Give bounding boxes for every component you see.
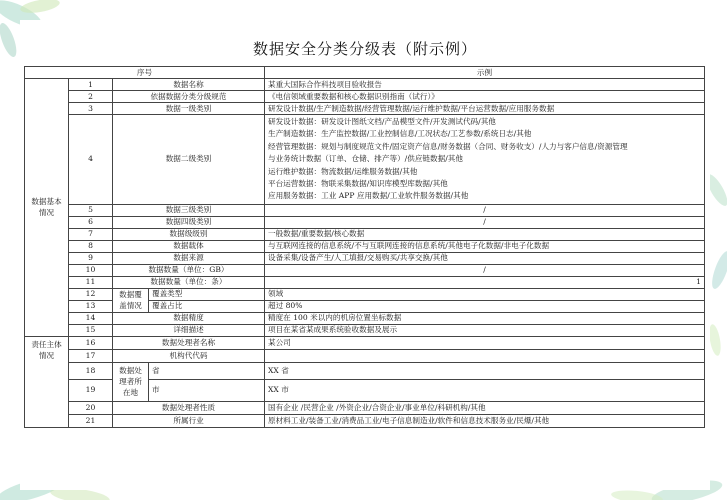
row-field: 数据精度 [113, 312, 265, 324]
row-field: 数据处理者性质 [113, 401, 265, 414]
row-number: 18 [69, 362, 113, 379]
row-number: 20 [69, 401, 113, 414]
row-value: / [265, 204, 705, 216]
table-row [25, 252, 705, 264]
document-page [20, 20, 710, 490]
secondary-category-line: 研发设计数据：研发设计图纸文档/产品模型文件/开发测试代码/其他 [268, 117, 496, 126]
row-number: 16 [69, 336, 113, 349]
row-value: 某重大国际合作科技项目验收报告 [265, 79, 705, 91]
row-value: / [265, 216, 705, 228]
table-row [25, 115, 705, 205]
table-header-row [25, 67, 705, 79]
row-value: 国有企业 /民营企业 /外资企业/合资企业/事业单位/科研机构/其他 [265, 401, 705, 414]
row-value: 与互联网连接的信息系统/不与互联网连接的信息系统/其他电子化数据/非电子化数据 [265, 240, 705, 252]
row-number: 4 [69, 115, 113, 205]
row-field: 数据级级别 [113, 228, 265, 240]
row-field: 依据数据分类分级规范 [113, 91, 265, 103]
row-number: 15 [69, 324, 113, 336]
row-field: 市 [149, 379, 265, 401]
group-subject-info: 责任主体情况 [25, 336, 69, 427]
table-row [25, 312, 705, 324]
table-row [25, 204, 705, 216]
subgroup-location: 数据处理者所在地 [113, 362, 149, 401]
secondary-category-line: 与业务统计数据（订单、仓储、排产等）/供应链数据/其他 [268, 154, 463, 164]
row-field: 数据四级类别 [113, 216, 265, 228]
table-row [25, 362, 705, 379]
row-value: 精度在 100 米以内的机房位置坐标数据 [265, 312, 705, 324]
row-value: XX 市 [265, 379, 705, 401]
row-value: 设备采集/设备产生/人工填报/交易购买/共享交换/其他 [265, 252, 705, 264]
row-field: 省 [149, 362, 265, 379]
row-field: 所属行业 [113, 414, 265, 427]
table-row [25, 288, 705, 300]
secondary-category-line: 生产制造数据：生产监控数据/工业控制信息/工况状态/工艺参数/系统日志/其他 [268, 129, 532, 139]
table-row [25, 336, 705, 349]
subgroup-coverage: 数据覆盖情况 [113, 288, 149, 312]
secondary-category-line: 平台运营数据：物联采集数据/知识库模型库数据/其他 [268, 179, 448, 189]
table-row [25, 240, 705, 252]
row-value-lines [265, 115, 705, 205]
row-field: 数据来源 [113, 252, 265, 264]
row-number: 19 [69, 379, 113, 401]
row-value: / [265, 264, 705, 276]
group-basic-info: 数据基本情况 [25, 79, 69, 337]
row-number: 5 [69, 204, 113, 216]
row-value: 1 [265, 276, 705, 288]
row-number: 8 [69, 240, 113, 252]
row-field: 数据三级类别 [113, 204, 265, 216]
row-value: 一般数据/重要数据/核心数据 [265, 228, 705, 240]
table-row [25, 264, 705, 276]
row-number: 7 [69, 228, 113, 240]
document-title: 数据安全分类分级表（附示例） [252, 40, 477, 58]
row-value: 领域 [265, 288, 705, 300]
table-row [25, 79, 705, 91]
row-number: 9 [69, 252, 113, 264]
header-seq: 序号 [25, 67, 265, 79]
table-row [25, 103, 705, 115]
row-field: 机构代代码 [113, 349, 265, 362]
table-row [25, 276, 705, 288]
table-row [25, 216, 705, 228]
row-field: 数据数量（单位：GB） [113, 264, 265, 276]
row-value: 《电信领域重要数据和核心数据识别指南（试行）》 [265, 91, 705, 103]
classification-table [24, 66, 705, 428]
table-row [25, 401, 705, 414]
row-value: 研发设计数据/生产制造数据/经营管理数据/运行维护数据/平台运营数据/应用服务数据 [265, 103, 705, 115]
row-field: 覆盖类型 [149, 288, 265, 300]
row-field: 数据名称 [113, 79, 265, 91]
row-value: 超过 80% [265, 300, 705, 312]
table-row [25, 324, 705, 336]
row-value: 项目在某省某成果系统验收数据及展示 [265, 324, 705, 336]
secondary-category-line: 应用服务数据：工业 APP 应用数据/工业软件服务数据/其他 [268, 191, 469, 201]
row-field: 详细描述 [113, 324, 265, 336]
row-field: 数据一级类别 [113, 103, 265, 115]
row-number: 1 [69, 79, 113, 91]
row-field: 覆盖占比 [149, 300, 265, 312]
secondary-category-line: 运行维护数据：物流数据/运维服务数据/其他 [268, 166, 418, 176]
row-number: 14 [69, 312, 113, 324]
row-number: 3 [69, 103, 113, 115]
row-number: 17 [69, 349, 113, 362]
secondary-category-line: 经营管理数据：规划与制度规范文件/固定资产信息/财务数据（合同、财务收支）/人力与客户信息/资源管理 [268, 141, 628, 151]
header-example: 示例 [265, 67, 705, 79]
row-number: 12 [69, 288, 113, 300]
table-row [25, 349, 705, 362]
table-row [25, 228, 705, 240]
table-row [25, 91, 705, 103]
row-field: 数据二级类别 [113, 115, 265, 205]
row-field: 数据载体 [113, 240, 265, 252]
row-number: 13 [69, 300, 113, 312]
row-number: 11 [69, 276, 113, 288]
row-number: 10 [69, 264, 113, 276]
row-value: XX 省 [265, 362, 705, 379]
row-field: 数据数量（单位：条） [113, 276, 265, 288]
row-number: 6 [69, 216, 113, 228]
row-value [265, 349, 705, 362]
row-value: 某公司 [265, 336, 705, 349]
row-number: 21 [69, 414, 113, 427]
row-number: 2 [69, 91, 113, 103]
row-value: 原材料工业/装备工业/消费品工业/电子信息制造业/软件和信息技术服务业/民爆/其他 [265, 414, 705, 427]
row-field: 数据处理者名称 [113, 336, 265, 349]
table-row [25, 414, 705, 427]
